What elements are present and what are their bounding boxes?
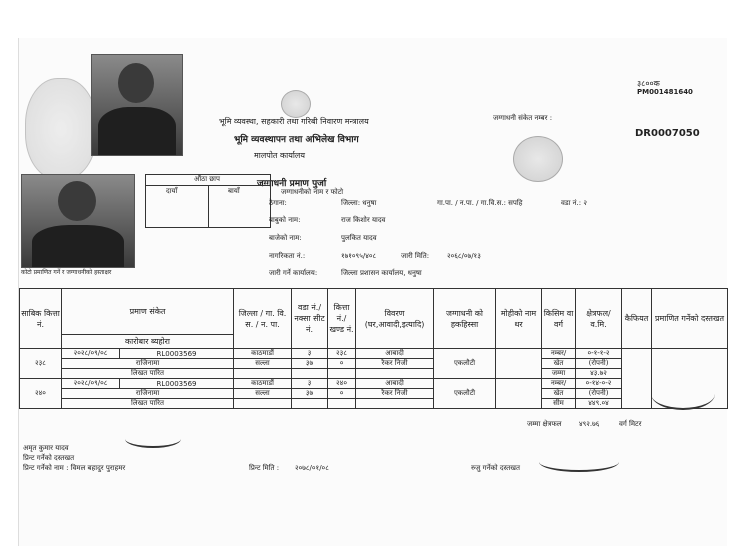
father-label: बाबुको नाम: bbox=[269, 216, 301, 224]
issue-date-label: जारी मिति: bbox=[401, 252, 430, 260]
row-share: एकलौटी bbox=[434, 379, 496, 409]
dr-number: DR0007050 bbox=[635, 128, 700, 139]
row-note: लिखत पारित bbox=[62, 369, 234, 379]
row-vdc: सल्ला bbox=[234, 389, 292, 399]
row-desc: आबादी bbox=[356, 349, 434, 359]
row-area2: (रोपनी) bbox=[576, 389, 622, 399]
header-title-line1: भूमि व्यवस्था, सहकारी तथा गरिबी निवारण मन्त्रालय bbox=[219, 117, 369, 126]
col-serial: साबिक कित्ता नं. bbox=[20, 289, 62, 349]
row-class1: नम्बर/ bbox=[542, 349, 576, 359]
row-district: काठमाडौं bbox=[234, 379, 292, 389]
issuer-label: जारी गर्ने कार्यालय: bbox=[269, 269, 318, 277]
government-seal-left bbox=[25, 78, 97, 180]
row-area3: ४३.७२ bbox=[576, 369, 622, 379]
header-title-line3: मालपोत कार्यालय bbox=[254, 151, 305, 160]
row-area3: ४४९.०४ bbox=[576, 399, 622, 409]
grandfather-label: बाजेको नाम: bbox=[269, 234, 302, 242]
row-class2: खेत bbox=[542, 389, 576, 399]
row-class3: सीम bbox=[542, 399, 576, 409]
row-rl: RL0003569 bbox=[120, 379, 234, 389]
row-desc2: रैकर निजी bbox=[356, 359, 434, 369]
ward-number: वडा नं.: २ bbox=[561, 199, 588, 207]
total-value: ४९२.७६ bbox=[579, 420, 600, 428]
land-ownership-certificate bbox=[18, 38, 727, 546]
row-class1: नम्बर/ bbox=[542, 379, 576, 389]
col-owner-share: जग्गाधनी को हकहिस्सा bbox=[434, 289, 496, 349]
col-certifier: प्रमाणित गर्नेको दस्तखत bbox=[652, 289, 728, 349]
row-desc2: रैकर निजी bbox=[356, 389, 434, 399]
citizenship-value: १७१०९५/४०८ bbox=[341, 252, 377, 260]
row-vdc: सल्ला bbox=[234, 359, 292, 369]
row-class2: खेत bbox=[542, 359, 576, 369]
row-sheet: ३७ bbox=[292, 359, 328, 369]
row-plot: २४० bbox=[328, 379, 356, 389]
address-label: ठेगाना: bbox=[269, 199, 287, 207]
row-plot: २३८ bbox=[328, 349, 356, 359]
thumb-left-label: बायाँ bbox=[228, 187, 240, 195]
row-sub: ० bbox=[328, 389, 356, 399]
row-date: २०२८/०९/०८ bbox=[62, 379, 120, 389]
government-seal-right bbox=[513, 136, 563, 182]
row-remarks bbox=[622, 349, 652, 409]
address-mid: गा.पा. / न.पा. / गा.वि.स.: सपहि bbox=[437, 199, 523, 207]
col-district: जिल्ला / गा. वि. स. / न. पा. bbox=[234, 289, 292, 349]
row-class3: जम्मा bbox=[542, 369, 576, 379]
row-ward: ३ bbox=[292, 379, 328, 389]
owner-photo-bottom bbox=[21, 174, 135, 268]
issuer-value: जिल्ला प्रशासन कार्यालय, धनुषा bbox=[341, 269, 422, 277]
row-serial: २३८ bbox=[20, 349, 62, 379]
thumbprint-box bbox=[145, 174, 271, 228]
row-note: लिखत पारित bbox=[62, 399, 234, 409]
print-date-label: प्रिन्ट मिति : bbox=[249, 464, 280, 472]
total-unit: वर्ग मिटर bbox=[619, 420, 642, 428]
record-label: जग्गाधनी संकेत नम्बर : bbox=[493, 114, 553, 122]
col-remarks: कैफियत bbox=[622, 289, 652, 349]
col-source: प्रमाण संकेत bbox=[62, 289, 234, 335]
row-area1: ०-१-१-२ bbox=[576, 349, 622, 359]
owner-photo-top bbox=[91, 54, 183, 156]
col-description: विवरण (घर,आवादी,इत्यादि) bbox=[356, 289, 434, 349]
preparer-signature bbox=[125, 430, 181, 448]
col-tenant: मोहीको नाम थर bbox=[496, 289, 542, 349]
certifier-signature bbox=[651, 378, 715, 410]
header-title-line2: भूमि व्यवस्थापन तथा अभिलेख विभाग bbox=[234, 135, 359, 145]
print-name-label: प्रिन्ट गर्नेको नाम : विमल बहादुर पुराहमर bbox=[23, 464, 126, 472]
thumb-right-label: दायाँ bbox=[166, 187, 178, 195]
row-sub: ० bbox=[328, 359, 356, 369]
issue-date-value: २०६८/०७/१३ bbox=[447, 252, 481, 260]
row-district: काठमाडौं bbox=[234, 349, 292, 359]
father-value: राज किशोर यादव bbox=[341, 216, 386, 224]
row-share: एकलौटी bbox=[434, 349, 496, 379]
row-date: २०२८/०९/०८ bbox=[62, 349, 120, 359]
row-area1: ०-१४-०-२ bbox=[576, 379, 622, 389]
print-by-label: प्रिन्ट गर्नेको दस्तखत bbox=[23, 454, 75, 462]
citizenship-label: नागरिकता नं.: bbox=[269, 252, 306, 260]
verifier-signature bbox=[539, 452, 619, 472]
col-area: क्षेत्रफल/ व.मि. bbox=[576, 289, 622, 349]
row-desc: आबादी bbox=[356, 379, 434, 389]
col-source-sub: कारोबार ब्यहोरा bbox=[62, 335, 234, 349]
photo-note: कोटो प्रमाणित गर्ने र जग्गाधनीको हस्ताक्षर bbox=[21, 269, 112, 276]
table-row bbox=[20, 379, 728, 389]
col-ward: वडा नं./ नक्सा सीट नं. bbox=[292, 289, 328, 349]
row-tenant bbox=[496, 379, 542, 409]
pm-number: PM001481640 bbox=[637, 88, 693, 96]
land-records-table bbox=[19, 288, 728, 409]
photo-caption: जग्गाधनीको नाम र फोटो bbox=[281, 188, 344, 196]
certify-label: रुजु गर्नेको दस्तखत bbox=[471, 464, 520, 472]
col-plot: कित्ता नं./ खण्ड नं. bbox=[328, 289, 356, 349]
row-type: राजिनामा bbox=[62, 389, 234, 399]
print-date-value: २०७८/०१/०८ bbox=[295, 464, 329, 472]
row-serial: २४० bbox=[20, 379, 62, 409]
row-tenant bbox=[496, 349, 542, 379]
thumb-title: औंठा छाप bbox=[194, 175, 220, 183]
row-area2: (रोपनी) bbox=[576, 359, 622, 369]
row-ward: ३ bbox=[292, 349, 328, 359]
preparer-name: अमृत कुमार यादव bbox=[23, 444, 69, 452]
nepal-emblem-icon bbox=[281, 90, 311, 118]
grandfather-value: पुलकित यादव bbox=[341, 234, 377, 242]
serial-top: ३८००क bbox=[637, 79, 660, 88]
table-row bbox=[20, 349, 728, 359]
col-land-class: किसिम वा वर्ग bbox=[542, 289, 576, 349]
row-sheet: ३७ bbox=[292, 389, 328, 399]
total-label: जम्मा क्षेत्रफल bbox=[527, 420, 562, 428]
row-type: राजिनामा bbox=[62, 359, 234, 369]
document-type: जग्गाधनी प्रमाण पुर्जा bbox=[257, 179, 327, 189]
row-rl: RL0003569 bbox=[120, 349, 234, 359]
address-value: जिल्ला: धनुषा bbox=[341, 199, 377, 207]
